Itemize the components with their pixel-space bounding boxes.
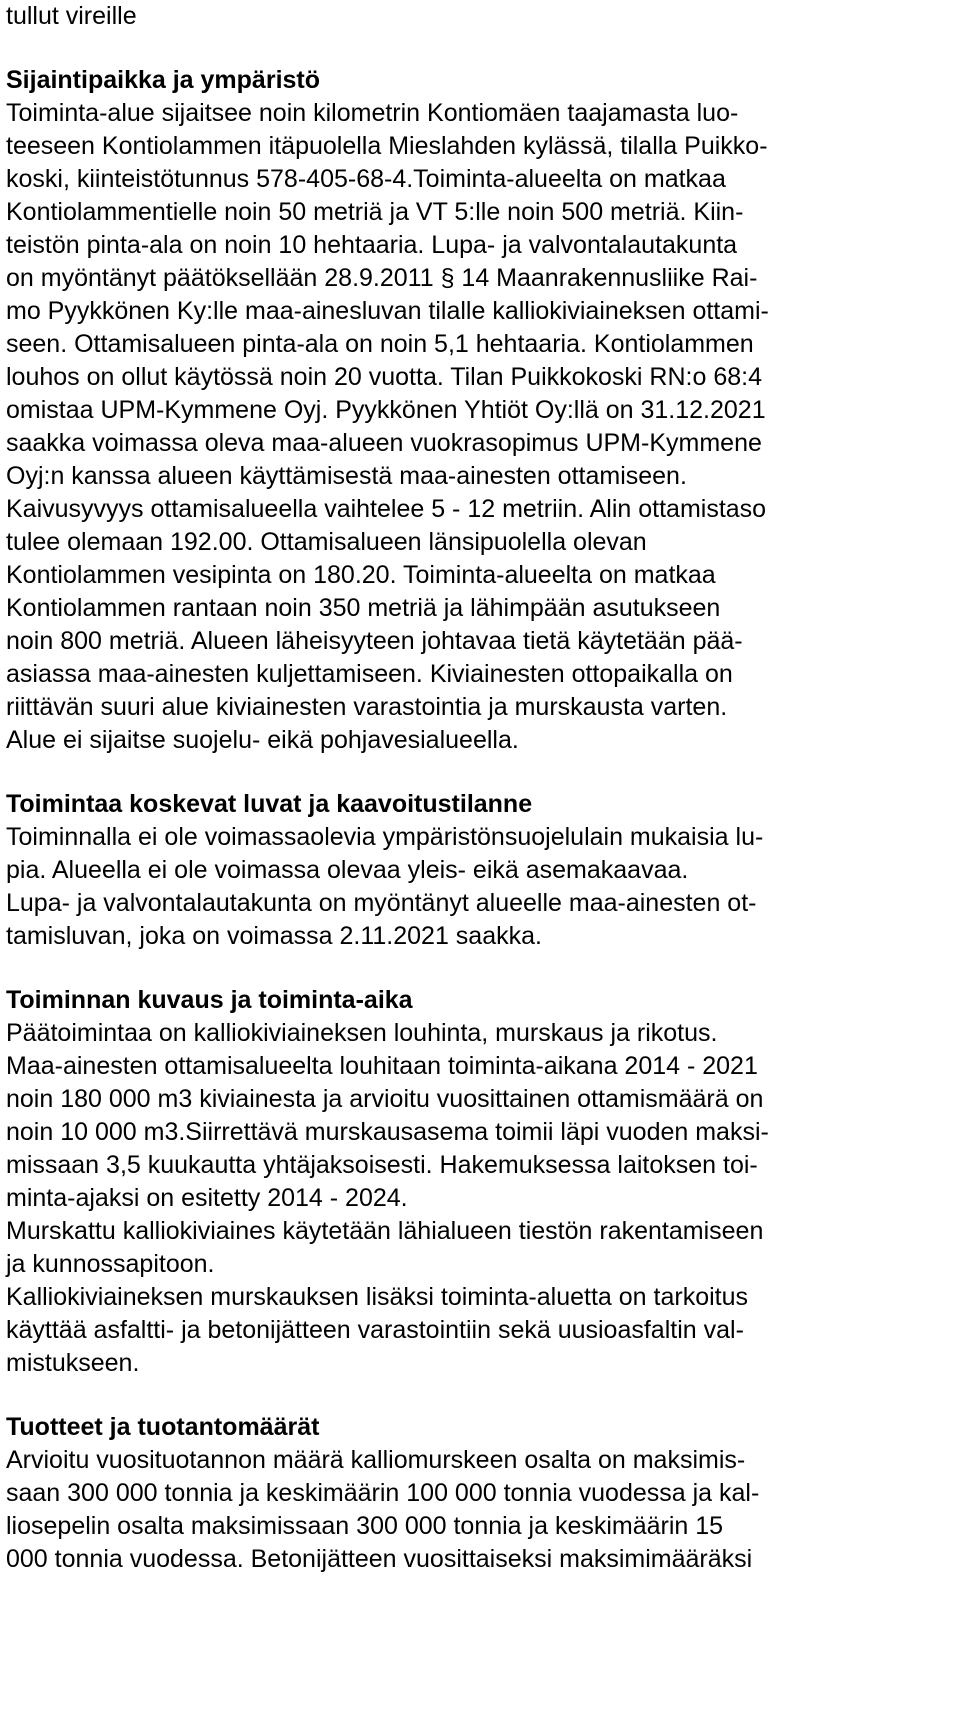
section-heading: Toimintaa koskevat luvat ja kaavoitustilanne (6, 790, 533, 818)
document-page (6, 0, 956, 1576)
section-heading: Tuotteet ja tuotantomäärät (6, 1413, 320, 1441)
paragraph-line: teistön pinta-ala on noin 10 hehtaaria. Lupa- ja valvontalautakunta (6, 231, 738, 259)
paragraph-line: Lupa- ja valvontalautakunta on myöntänyt alueelle maa-ainesten ot- (6, 889, 757, 917)
paragraph-line: Maa-ainesten ottamisalueelta louhitaan toiminta-aikana 2014 - 2021 (6, 1052, 758, 1080)
paragraph-line: noin 180 000 m3 kiviainesta ja arvioitu vuosittainen ottamismäärä on (6, 1085, 764, 1113)
section-heading: Sijaintipaikka ja ympäristö (6, 66, 321, 94)
section-heading: Toiminnan kuvaus ja toiminta-aika (6, 986, 413, 1014)
paragraph-line: 000 tonnia vuodessa. Betonijätteen vuosittaiseksi maksimimääräksi (6, 1545, 753, 1573)
paragraph-line: tulee olemaan 192.00. Ottamisalueen länsipuolella olevan (6, 528, 647, 556)
paragraph-line: asiassa maa-ainesten kuljettamiseen. Kiviainesten ottopaikalla on (6, 660, 733, 688)
paragraph-line: noin 800 metriä. Alueen läheisyyteen johtavaa tietä käytetään pää- (6, 627, 743, 655)
paragraph-line: tamisluvan, joka on voimassa 2.11.2021 saakka. (6, 922, 542, 950)
paragraph-line: Kaivusyvyys ottamisalueella vaihtelee 5 - 12 metriin. Alin ottamistaso (6, 495, 767, 523)
paragraph-line: noin 10 000 m3.Siirrettävä murskausasema toimii läpi vuoden maksi- (6, 1118, 769, 1146)
section (6, 64, 956, 757)
paragraph-line: Toiminnalla ei ole voimassaolevia ympäristönsuojelulain mukaisia lu- (6, 823, 764, 851)
paragraph-line: on myöntänyt päätöksellään 28.9.2011 § 14 Maanrakennusliike Rai- (6, 264, 758, 292)
section-spacer (6, 757, 956, 788)
paragraph-line: Toiminta-alue sijaitsee noin kilometrin Kontiomäen taajamasta luo- (6, 99, 739, 127)
paragraph-line: Murskattu kalliokiviaines käytetään lähialueen tiestön rakentamiseen (6, 1217, 764, 1245)
paragraph-line: liosepelin osalta maksimissaan 300 000 tonnia ja keskimäärin 15 (6, 1512, 724, 1540)
sections (6, 64, 956, 1576)
paragraph-line: Kontiolammen rantaan noin 350 metriä ja lähimpään asutukseen (6, 594, 721, 622)
paragraph-line: Kontiolammen vesipinta on 180.20. Toiminta-alueelta on matkaa (6, 561, 716, 589)
paragraph-line: mistukseen. (6, 1349, 140, 1377)
paragraph-line: Päätoimintaa on kalliokiviaineksen louhinta, murskaus ja rikotus. (6, 1019, 718, 1047)
section-spacer (6, 953, 956, 984)
paragraph-line: saan 300 000 tonnia ja keskimäärin 100 000 tonnia vuodessa ja kal- (6, 1479, 760, 1507)
paragraph-line: Arvioitu vuosituotannon määrä kalliomurskeen osalta on maksimis- (6, 1446, 746, 1474)
top-fragment: tullut vireille (6, 2, 137, 30)
paragraph-line: pia. Alueella ei ole voimassa olevaa yleis- eikä asemakaavaa. (6, 856, 689, 884)
paragraph-line: missaan 3,5 kuukautta yhtäjaksoisesti. Hakemuksessa laitoksen toi- (6, 1151, 758, 1179)
paragraph-line: Oyj:n kanssa alueen käyttämisestä maa-ainesten ottamiseen. (6, 462, 687, 490)
paragraph-line: mo Pyykkönen Ky:lle maa-ainesluvan tilalle kalliokiviaineksen ottami- (6, 297, 769, 325)
paragraph-line: ja kunnossapitoon. (6, 1250, 215, 1278)
paragraph-line: saakka voimassa oleva maa-alueen vuokrasopimus UPM-Kymmene (6, 429, 762, 457)
section (6, 1411, 956, 1576)
section (6, 984, 956, 1380)
paragraph-line: Alue ei sijaitse suojelu- eikä pohjavesialueella. (6, 726, 519, 754)
paragraph-line: seen. Ottamisalueen pinta-ala on noin 5,1 hehtaaria. Kontiolammen (6, 330, 754, 358)
paragraph-line: louhos on ollut käytössä noin 20 vuotta. Tilan Puikkokoski RN:o 68:4 (6, 363, 762, 391)
spacer (6, 33, 956, 64)
paragraph-line: Kontiolammentielle noin 50 metriä ja VT 5:lle noin 500 metriä. Kiin- (6, 198, 744, 226)
paragraph-line: käyttää asfaltti- ja betonijätteen varastointiin sekä uusioasfaltin val- (6, 1316, 744, 1344)
section (6, 788, 956, 953)
paragraph-line: teeseen Kontiolammen itäpuolella Mieslahden kylässä, tilalla Puikko- (6, 132, 768, 160)
paragraph-line: Kalliokiviaineksen murskauksen lisäksi toiminta-aluetta on tarkoitus (6, 1283, 749, 1311)
paragraph-line: koski, kiinteistötunnus 578-405-68-4.Toiminta-alueelta on matkaa (6, 165, 726, 193)
paragraph-line: minta-ajaksi on esitetty 2014 - 2024. (6, 1184, 408, 1212)
paragraph-line: riittävän suuri alue kiviainesten varastointia ja murskausta varten. (6, 693, 728, 721)
paragraph-line: omistaa UPM-Kymmene Oyj. Pyykkönen Yhtiöt Oy:llä on 31.12.2021 (6, 396, 766, 424)
section-spacer (6, 1380, 956, 1411)
